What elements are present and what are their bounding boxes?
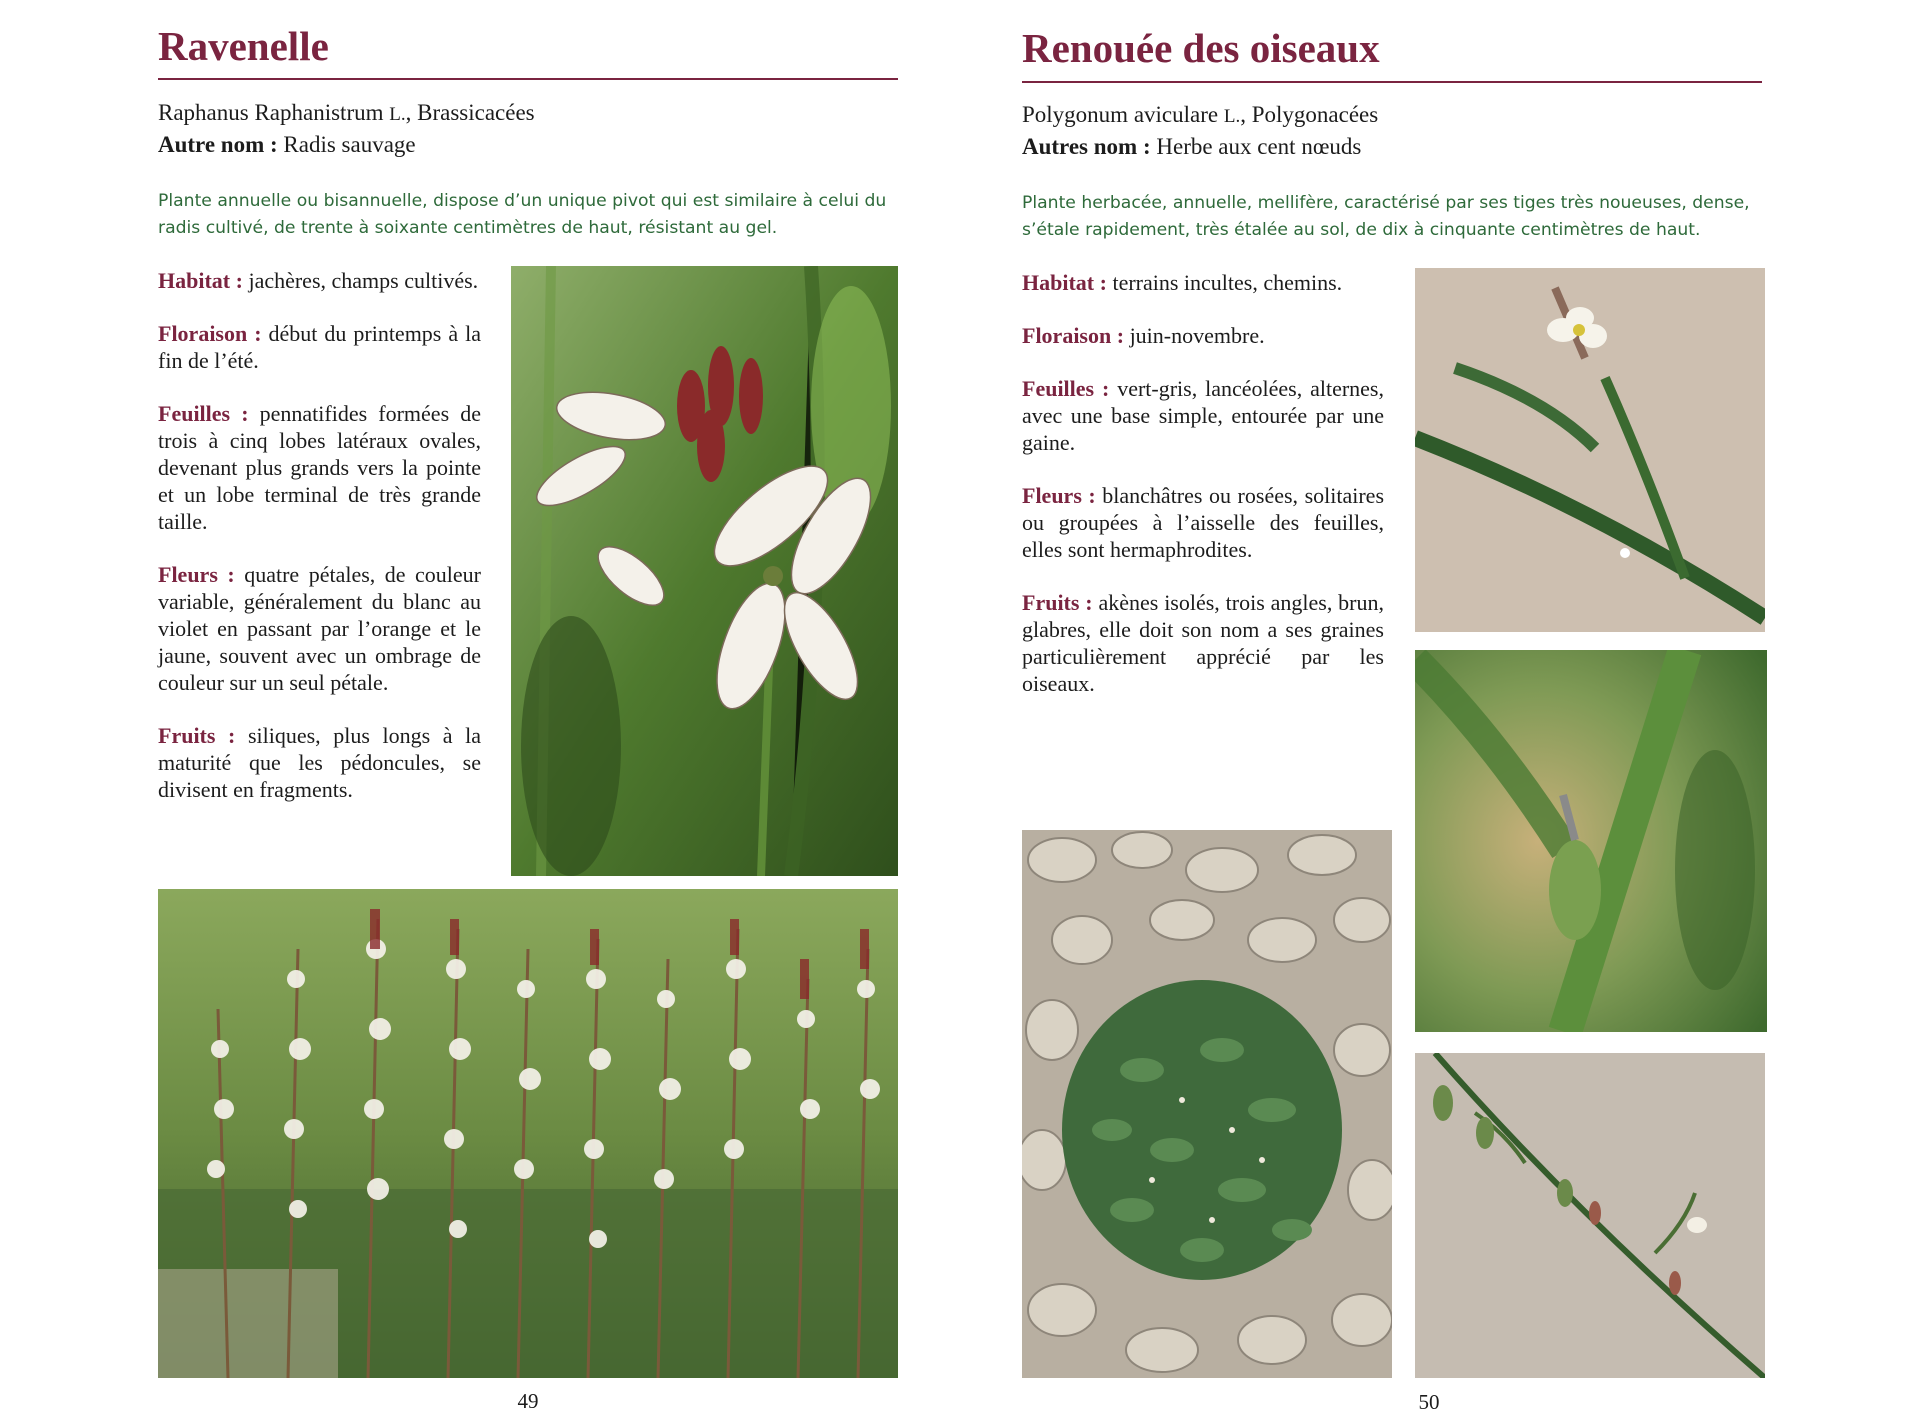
plant-fields	[158, 267, 481, 829]
photo-stem-flower	[1415, 268, 1765, 632]
alternate-name-value: Radis sauvage	[277, 132, 416, 157]
field-text: juin-novembre.	[1124, 323, 1265, 348]
page-number: 49	[517, 1389, 539, 1413]
photo-stem-node	[1415, 650, 1767, 1032]
scientific-name-line	[1022, 102, 1378, 128]
field-text: pennatifides formées de trois à cinq lobes latéraux ovales, devenant plus grands vers la pointe et un lobe terminal de très grande taille.	[158, 401, 482, 534]
scientific-name: Polygonum aviculare	[1022, 102, 1219, 127]
field-text: blanchâtres ou rosées, solitaires ou groupées à l’aisselle des feuilles, elles sont hermaphrodites.	[1022, 483, 1385, 562]
alternate-name-value: Herbe aux cent nœuds	[1150, 134, 1362, 159]
author-abbrev: L.	[1223, 106, 1241, 127]
field-feuilles	[1022, 375, 1384, 456]
field-label: Habitat :	[1022, 270, 1107, 295]
field-text: siliques, plus longs à la maturité que les pédoncules, se divisent en fragments.	[158, 723, 482, 802]
scientific-name-line	[158, 100, 535, 126]
field-label: Fleurs :	[1022, 483, 1096, 508]
field-label: Feuilles :	[1022, 376, 1110, 401]
field-floraison	[1022, 322, 1384, 349]
author-abbrev: L.	[389, 104, 406, 125]
field-fleurs	[1022, 482, 1384, 563]
field-label: Floraison :	[158, 321, 262, 346]
field-text: début du printemps à la fin de l’été.	[158, 321, 481, 373]
field-label: Fleurs :	[158, 562, 235, 587]
plant-family: , Polygonacées	[1240, 102, 1379, 127]
field-text: akènes isolés, trois angles, brun, glabres, elle doit son nom a ses graines particulièrement apprécié par les oiseaux.	[1022, 590, 1385, 696]
field-text: jachères, champs cultivés.	[242, 268, 479, 293]
plant-description: Plante herbacée, annuelle, mellifère, caractérisé par ses tiges très noueuses, dense, s’étale rapidement, très étalée au sol, de dix à cinquante centimètres de haut.	[1022, 193, 1750, 240]
field-label: Feuilles :	[158, 401, 249, 426]
alternate-name-line	[1022, 134, 1361, 160]
page-left	[0, 0, 960, 1412]
field-label: Fruits :	[158, 723, 236, 748]
field-label: Fruits :	[1022, 590, 1093, 615]
field-text: quatre pétales, de couleur variable, généralement du blanc au violet en passant par l’orange et le jaune, souvent avec un ombrage de couleur sur un seul pétale.	[158, 562, 482, 695]
field-label: Habitat :	[158, 268, 243, 293]
field-fleurs	[158, 561, 481, 696]
alternate-name-label: Autre nom :	[158, 132, 278, 157]
title-rule	[158, 78, 898, 80]
field-feuilles	[158, 400, 481, 535]
field-text: vert-gris, lancéolées, alternes, avec une base simple, entourée par une gaine.	[1022, 376, 1384, 455]
field-text: terrains incultes, chemins.	[1106, 270, 1343, 295]
scientific-name: Raphanus Raphanistrum	[158, 100, 384, 125]
field-label: Floraison :	[1022, 323, 1125, 348]
title-rule	[1022, 81, 1762, 83]
plant-description: Plante annuelle ou bisannuelle, dispose d’un unique pivot qui est similaire à celui du radis cultivé, de trente à soixante centimètres de haut, résistant au gel.	[158, 191, 887, 238]
plant-family: , Brassicacées	[405, 100, 535, 125]
field-fruits	[158, 722, 481, 803]
alternate-name-label: Autres nom :	[1022, 134, 1151, 159]
photo-plant-gravel	[1022, 830, 1392, 1378]
photo-field-flowers	[158, 889, 898, 1378]
photo-thin-stem	[1415, 1053, 1765, 1378]
field-habitat	[158, 267, 481, 294]
photo-flower-closeup	[511, 266, 898, 876]
plant-fields	[1022, 269, 1384, 723]
alternate-name-line	[158, 132, 416, 158]
plant-title: Ravenelle	[158, 23, 329, 69]
field-floraison	[158, 320, 481, 374]
page-number: 50	[1418, 1390, 1440, 1414]
plant-title: Renouée des oiseaux	[1022, 25, 1380, 71]
field-habitat	[1022, 269, 1384, 296]
field-fruits	[1022, 589, 1384, 697]
page-right	[960, 0, 1919, 1412]
